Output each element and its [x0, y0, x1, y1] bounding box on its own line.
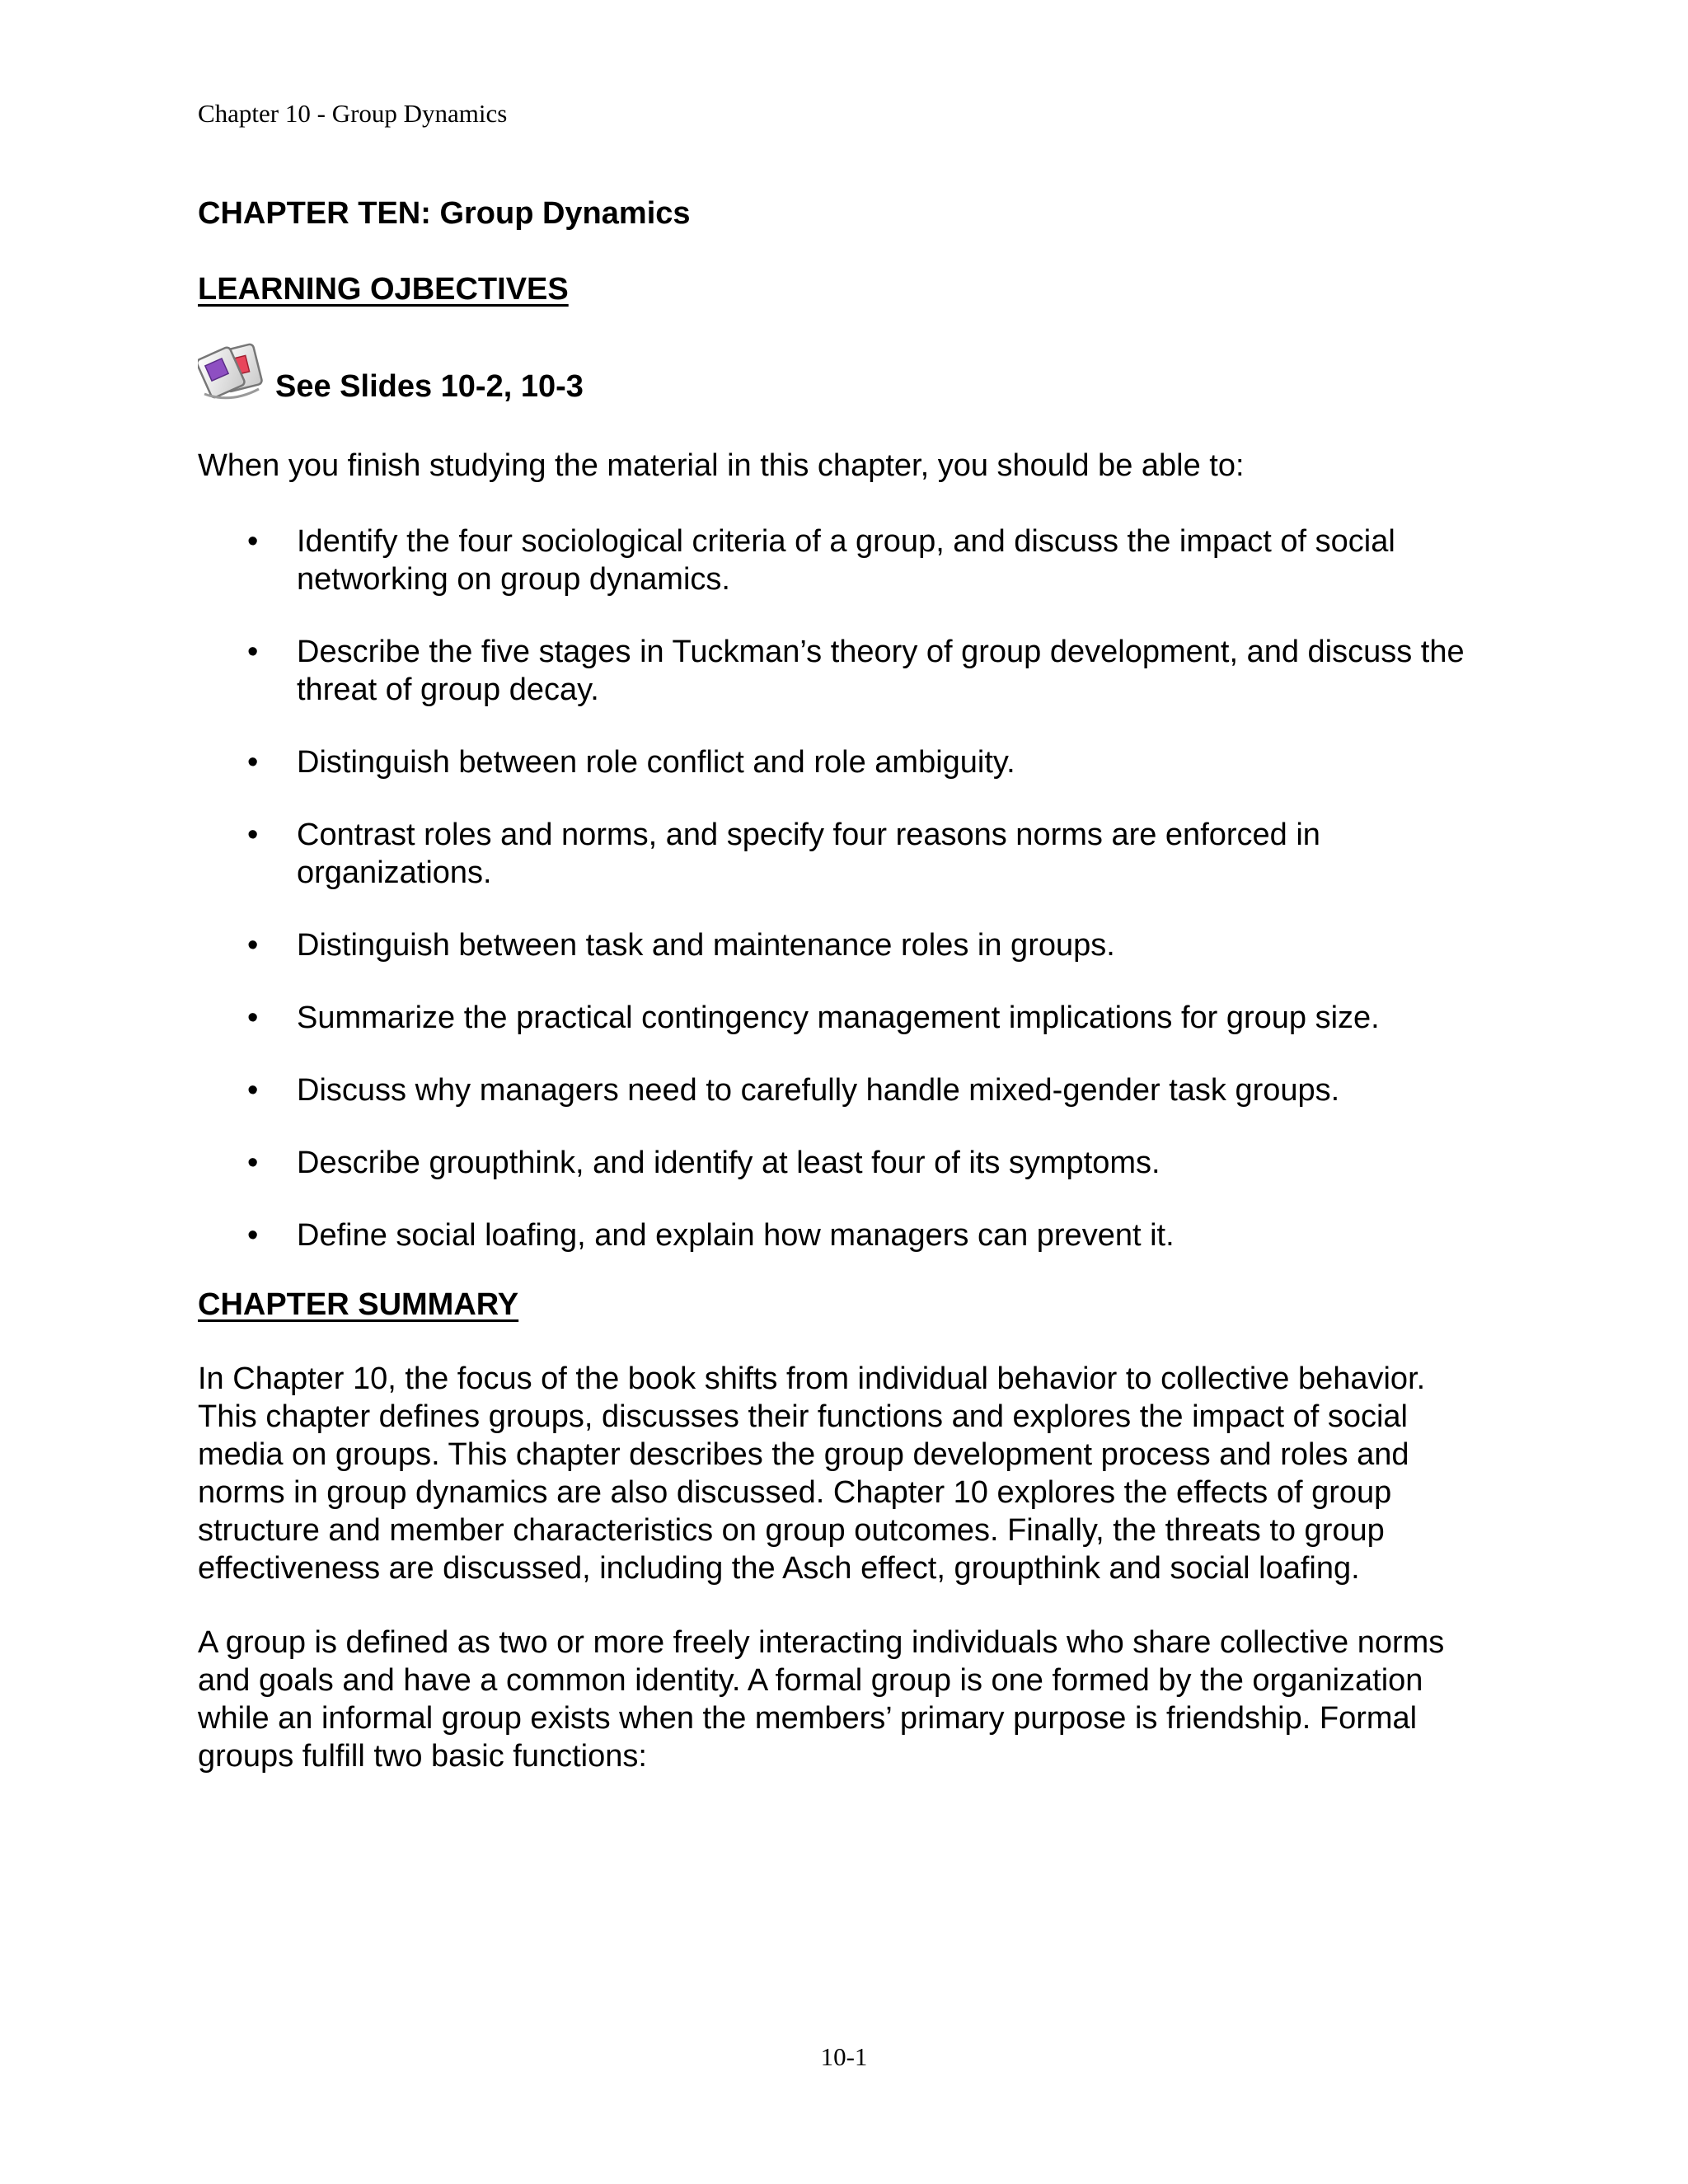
bullet-icon: •	[247, 818, 259, 852]
objectives-list	[198, 523, 1484, 1254]
slides-icon	[198, 340, 265, 404]
objective-item	[198, 1071, 1500, 1109]
objective-item	[198, 1216, 1500, 1254]
objective-text: Describe groupthink, and identify at least four of its symptoms.	[297, 1146, 1160, 1180]
bullet-icon: •	[247, 1218, 259, 1253]
bullet-icon: •	[247, 635, 259, 669]
objective-item	[198, 743, 1500, 781]
objective-item	[198, 1144, 1500, 1182]
objective-text: Distinguish between role conflict and role ambiguity.	[297, 745, 1015, 780]
running-header: Chapter 10 - Group Dynamics	[198, 99, 508, 128]
summary-paragraph: A group is defined as two or more freely interacting individuals who share collective norms and goals and have a common identity. A formal group is one formed by the organization while an informal group exists when the members’ primary purpose is friendship. Formal groups fulfill two basic functions:	[198, 1625, 1445, 1774]
objective-text: Distinguish between task and maintenance roles in groups.	[297, 928, 1115, 963]
chapter-title: CHAPTER TEN: Group Dynamics	[198, 196, 691, 231]
page-content	[198, 194, 1484, 1775]
page-number: 10-1	[820, 2042, 868, 2071]
objective-text: Describe the five stages in Tuckman’s theory of group development, and discuss the threat of group decay.	[297, 635, 1465, 707]
bullet-icon: •	[247, 1001, 259, 1035]
objective-text: Define social loafing, and explain how managers can prevent it.	[297, 1218, 1175, 1253]
summary-paragraph: In Chapter 10, the focus of the book shifts from individual behavior to collective behavior. This chapter defines groups, discusses their functions and explores the impact of social media on groups. This chapter describes the group development process and roles and norms in group dynamics are also discussed. Chapter 10 explores the effects of group structure and member characteristics on group outcomes. Finally, the threats to group effectiveness are discussed, including the Asch effect, groupthink and social loafing.	[198, 1361, 1426, 1586]
objectives-intro: When you finish studying the material in this chapter, you should be able to:	[198, 448, 1245, 483]
objective-text: Summarize the practical contingency management implications for group size.	[297, 1001, 1380, 1035]
objective-text: Contrast roles and norms, and specify four reasons norms are enforced in organizations.	[297, 818, 1320, 890]
bullet-icon: •	[247, 524, 259, 559]
objective-item	[198, 926, 1500, 964]
objective-item	[198, 816, 1500, 892]
bullet-icon: •	[247, 1146, 259, 1180]
slides-reference	[198, 340, 1484, 409]
objective-text: Discuss why managers need to carefully handle mixed-gender task groups.	[297, 1073, 1340, 1108]
bullet-icon: •	[247, 928, 259, 963]
objective-item	[198, 999, 1500, 1037]
objective-item	[198, 523, 1500, 598]
chapter-summary-heading: CHAPTER SUMMARY	[198, 1287, 519, 1322]
objective-item	[198, 633, 1500, 709]
objective-text: Identify the four sociological criteria of a group, and discuss the impact of social networking on group dynamics.	[297, 524, 1395, 597]
bullet-icon: •	[247, 745, 259, 780]
slides-label: See Slides 10-2, 10-3	[275, 369, 584, 404]
learning-objectives-heading: LEARNING OJBECTIVES	[198, 272, 569, 307]
bullet-icon: •	[247, 1073, 259, 1108]
